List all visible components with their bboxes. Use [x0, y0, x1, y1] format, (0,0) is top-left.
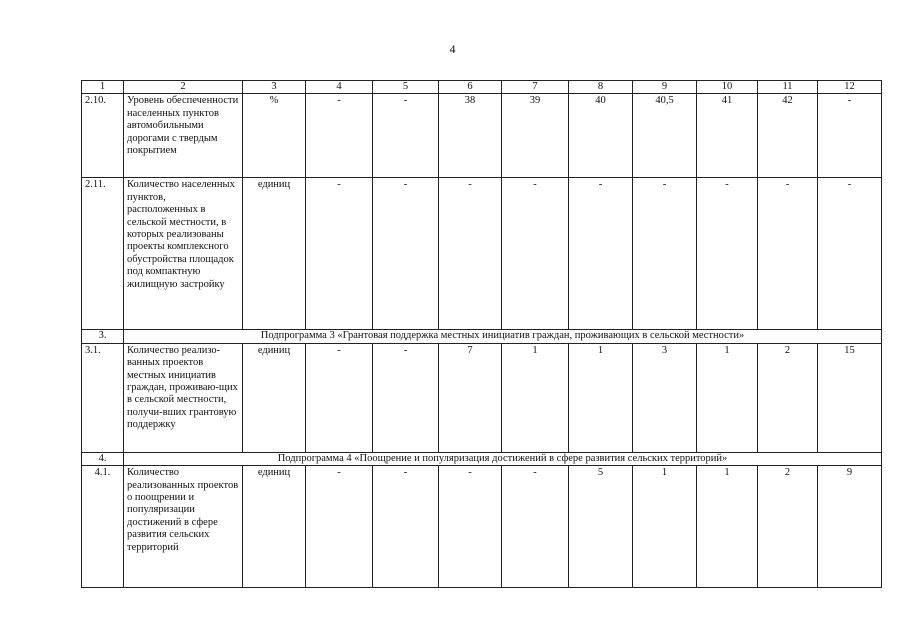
value-cell: - [306, 94, 373, 178]
header-cell: 12 [818, 81, 882, 94]
value-cell: - [569, 178, 633, 330]
value-cell: - [439, 178, 502, 330]
header-cell: 6 [439, 81, 502, 94]
value-cell: - [697, 178, 758, 330]
table-row [82, 466, 882, 588]
header-cell: 1 [82, 81, 124, 94]
unit-cell: % [243, 94, 306, 178]
header-cell: 10 [697, 81, 758, 94]
section-number: 3. [82, 330, 124, 343]
value-cell: - [306, 343, 373, 452]
value-cell: 42 [758, 94, 818, 178]
section-title: Подпрограмма 3 «Грантовая поддержка местных инициатив граждан, проживающих в сельской местности» [124, 330, 882, 343]
indicator-name: Количество реализо-ванных проектов местных инициатив граждан, проживаю-щих в сельской местности, получи-вших грантовую поддержку [124, 343, 243, 452]
row-number: 3.1. [82, 343, 124, 452]
indicator-name: Количество реализованных проектов о поощрении и популяризации достижений в сфере развития сельских территорий [124, 466, 243, 588]
value-cell: 39 [502, 94, 569, 178]
header-cell: 2 [124, 81, 243, 94]
value-cell: - [306, 178, 373, 330]
value-cell: - [818, 178, 882, 330]
value-cell: 1 [569, 343, 633, 452]
section-row [82, 330, 882, 343]
table-row [82, 178, 882, 330]
value-cell: 5 [569, 466, 633, 588]
row-number: 2.11. [82, 178, 124, 330]
value-cell: - [306, 466, 373, 588]
value-cell: - [373, 178, 439, 330]
indicator-table [81, 80, 882, 588]
value-cell: 15 [818, 343, 882, 452]
value-cell: - [818, 94, 882, 178]
section-row [82, 452, 882, 465]
value-cell: 1 [633, 466, 697, 588]
header-cell: 5 [373, 81, 439, 94]
indicator-name: Уровень обеспеченности населенных пунктов автомобильными дорогами с твердым покрытием [124, 94, 243, 178]
value-cell: 40,5 [633, 94, 697, 178]
section-number: 4. [82, 452, 124, 465]
value-cell: 41 [697, 94, 758, 178]
value-cell: 1 [697, 466, 758, 588]
table-row [82, 343, 882, 452]
row-number: 4.1. [82, 466, 124, 588]
header-cell: 4 [306, 81, 373, 94]
value-cell: - [373, 343, 439, 452]
value-cell: 9 [818, 466, 882, 588]
unit-cell: единиц [243, 466, 306, 588]
value-cell: - [373, 94, 439, 178]
value-cell: 2 [758, 466, 818, 588]
section-title: Подпрограмма 4 «Поощрение и популяризация достижений в сфере развития сельских территорий» [124, 452, 882, 465]
value-cell: - [502, 178, 569, 330]
value-cell: 38 [439, 94, 502, 178]
value-cell: 7 [439, 343, 502, 452]
header-cell: 8 [569, 81, 633, 94]
value-cell: 3 [633, 343, 697, 452]
indicator-name: Количество населенных пунктов, расположенных в сельской местности, в которых реализованы проекты комплексного обустройства площадок под компактную жилищную застройку [124, 178, 243, 330]
header-row [82, 81, 882, 94]
unit-cell: единиц [243, 343, 306, 452]
unit-cell: единиц [243, 178, 306, 330]
value-cell: 1 [502, 343, 569, 452]
value-cell: 2 [758, 343, 818, 452]
value-cell: - [439, 466, 502, 588]
header-cell: 3 [243, 81, 306, 94]
value-cell: 40 [569, 94, 633, 178]
value-cell: - [633, 178, 697, 330]
header-cell: 11 [758, 81, 818, 94]
page-number: 4 [449, 42, 456, 56]
value-cell: - [502, 466, 569, 588]
header-cell: 7 [502, 81, 569, 94]
row-number: 2.10. [82, 94, 124, 178]
value-cell: 1 [697, 343, 758, 452]
value-cell: - [758, 178, 818, 330]
table-row [82, 94, 882, 178]
value-cell: - [373, 466, 439, 588]
header-cell: 9 [633, 81, 697, 94]
